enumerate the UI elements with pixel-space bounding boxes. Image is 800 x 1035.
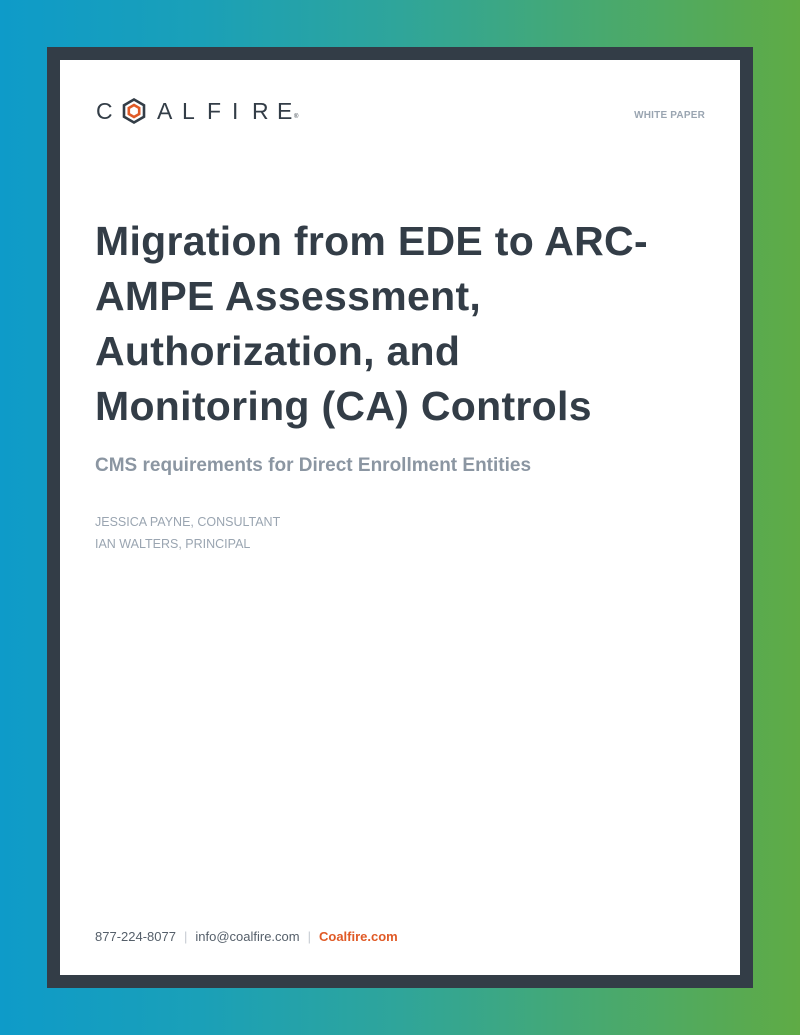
author-list — [95, 511, 280, 555]
document-title — [95, 214, 725, 434]
footer-separator: | — [183, 929, 188, 944]
title-line: Authorization, and — [95, 328, 461, 374]
cover-page — [60, 60, 740, 975]
registered-mark: ® — [294, 114, 299, 120]
coalfire-hexagon-icon — [121, 98, 147, 124]
author-entry: JESSICA PAYNE, CONSULTANT — [95, 515, 281, 529]
website-link[interactable]: Coalfire.com — [319, 929, 398, 944]
logo-letter: R — [252, 97, 269, 124]
logo-letter: I — [232, 97, 239, 124]
phone-number: 877-224-8077 — [95, 929, 176, 944]
title-line: Monitoring (CA) Controls — [95, 383, 592, 429]
logo-letter: A — [157, 97, 173, 124]
author-entry: IAN WALTERS, PRINCIPAL — [95, 537, 251, 551]
email-address[interactable]: info@coalfire.com — [195, 929, 300, 944]
logo-letter: C — [96, 97, 113, 124]
footer-separator: | — [307, 929, 311, 944]
coalfire-logo — [96, 98, 298, 124]
document-type-label: WHITE PAPER — [634, 110, 705, 121]
contact-footer — [95, 929, 398, 944]
logo-letter: E — [277, 97, 293, 124]
document-subtitle: CMS requirements for Direct Enrollment Entities — [95, 455, 532, 476]
logo-letter: F — [207, 97, 222, 124]
title-line: AMPE Assessment, — [95, 273, 482, 319]
logo-letter: L — [182, 97, 195, 124]
title-line: Migration from EDE to ARC- — [95, 218, 648, 264]
